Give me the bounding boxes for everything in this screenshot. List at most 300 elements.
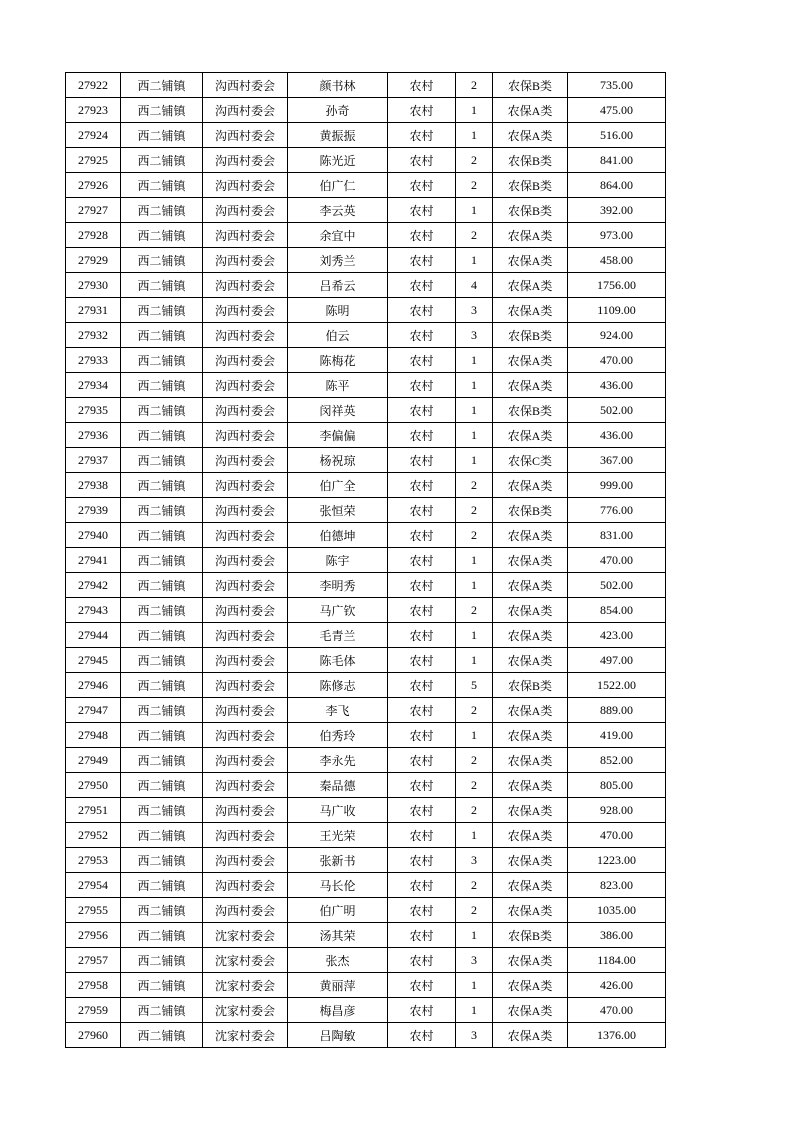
cell-town: 西二铺镇	[121, 948, 203, 973]
cell-village: 沟西村委会	[203, 673, 288, 698]
cell-name: 杨祝琼	[288, 448, 388, 473]
cell-town: 西二铺镇	[121, 473, 203, 498]
cell-id: 27936	[66, 423, 121, 448]
cell-id: 27960	[66, 1023, 121, 1048]
cell-name: 李永先	[288, 748, 388, 773]
cell-amount: 735.00	[568, 73, 666, 98]
cell-id: 27928	[66, 223, 121, 248]
cell-id: 27948	[66, 723, 121, 748]
cell-town: 西二铺镇	[121, 373, 203, 398]
cell-name: 颜书林	[288, 73, 388, 98]
cell-count: 2	[456, 873, 493, 898]
table-row	[66, 623, 666, 648]
cell-count: 1	[456, 348, 493, 373]
cell-town: 西二铺镇	[121, 798, 203, 823]
records-table	[65, 72, 666, 1048]
table-row	[66, 998, 666, 1023]
cell-amount: 436.00	[568, 423, 666, 448]
cell-id: 27932	[66, 323, 121, 348]
cell-id: 27954	[66, 873, 121, 898]
cell-type: 农村	[388, 98, 456, 123]
cell-category: 农保B类	[493, 323, 568, 348]
cell-id: 27939	[66, 498, 121, 523]
cell-name: 马长伦	[288, 873, 388, 898]
cell-village: 沟西村委会	[203, 498, 288, 523]
cell-type: 农村	[388, 673, 456, 698]
cell-category: 农保A类	[493, 548, 568, 573]
cell-id: 27929	[66, 248, 121, 273]
cell-village: 沟西村委会	[203, 198, 288, 223]
cell-town: 西二铺镇	[121, 673, 203, 698]
cell-amount: 470.00	[568, 998, 666, 1023]
cell-village: 沟西村委会	[203, 548, 288, 573]
table-row	[66, 198, 666, 223]
cell-category: 农保A类	[493, 973, 568, 998]
cell-town: 西二铺镇	[121, 173, 203, 198]
table-row	[66, 698, 666, 723]
table-row	[66, 398, 666, 423]
cell-town: 西二铺镇	[121, 223, 203, 248]
cell-type: 农村	[388, 173, 456, 198]
cell-category: 农保A类	[493, 348, 568, 373]
cell-amount: 423.00	[568, 623, 666, 648]
cell-type: 农村	[388, 598, 456, 623]
cell-id: 27952	[66, 823, 121, 848]
table-row	[66, 423, 666, 448]
cell-count: 1	[456, 398, 493, 423]
cell-id: 27933	[66, 348, 121, 373]
cell-town: 西二铺镇	[121, 198, 203, 223]
cell-count: 1	[456, 823, 493, 848]
cell-amount: 805.00	[568, 773, 666, 798]
cell-count: 2	[456, 798, 493, 823]
cell-name: 黄振振	[288, 123, 388, 148]
cell-town: 西二铺镇	[121, 898, 203, 923]
cell-count: 3	[456, 848, 493, 873]
cell-town: 西二铺镇	[121, 423, 203, 448]
cell-count: 2	[456, 148, 493, 173]
cell-id: 27953	[66, 848, 121, 873]
cell-village: 沟西村委会	[203, 173, 288, 198]
cell-count: 2	[456, 73, 493, 98]
cell-type: 农村	[388, 473, 456, 498]
cell-name: 刘秀兰	[288, 248, 388, 273]
cell-amount: 367.00	[568, 448, 666, 473]
cell-town: 西二铺镇	[121, 1023, 203, 1048]
cell-name: 陈平	[288, 373, 388, 398]
cell-amount: 470.00	[568, 348, 666, 373]
table-row	[66, 323, 666, 348]
cell-village: 沟西村委会	[203, 348, 288, 373]
cell-category: 农保B类	[493, 673, 568, 698]
cell-id: 27937	[66, 448, 121, 473]
cell-name: 余宜中	[288, 223, 388, 248]
cell-type: 农村	[388, 273, 456, 298]
cell-village: 沈家村委会	[203, 948, 288, 973]
cell-amount: 392.00	[568, 198, 666, 223]
cell-category: 农保A类	[493, 423, 568, 448]
cell-town: 西二铺镇	[121, 773, 203, 798]
cell-village: 沈家村委会	[203, 923, 288, 948]
cell-count: 3	[456, 948, 493, 973]
cell-town: 西二铺镇	[121, 148, 203, 173]
cell-name: 伯云	[288, 323, 388, 348]
cell-village: 沟西村委会	[203, 473, 288, 498]
cell-id: 27947	[66, 698, 121, 723]
cell-name: 伯秀玲	[288, 723, 388, 748]
cell-village: 沟西村委会	[203, 148, 288, 173]
cell-village: 沟西村委会	[203, 598, 288, 623]
cell-town: 西二铺镇	[121, 448, 203, 473]
cell-town: 西二铺镇	[121, 273, 203, 298]
cell-type: 农村	[388, 973, 456, 998]
cell-village: 沟西村委会	[203, 848, 288, 873]
cell-name: 陈修志	[288, 673, 388, 698]
cell-id: 27922	[66, 73, 121, 98]
table-row	[66, 448, 666, 473]
cell-village: 沈家村委会	[203, 973, 288, 998]
cell-name: 陈光近	[288, 148, 388, 173]
table-row	[66, 73, 666, 98]
cell-type: 农村	[388, 248, 456, 273]
cell-category: 农保A类	[493, 598, 568, 623]
cell-name: 李飞	[288, 698, 388, 723]
cell-count: 1	[456, 448, 493, 473]
cell-village: 沟西村委会	[203, 648, 288, 673]
table-row	[66, 123, 666, 148]
cell-amount: 436.00	[568, 373, 666, 398]
cell-name: 吕希云	[288, 273, 388, 298]
cell-amount: 426.00	[568, 973, 666, 998]
cell-town: 西二铺镇	[121, 98, 203, 123]
cell-town: 西二铺镇	[121, 73, 203, 98]
cell-id: 27938	[66, 473, 121, 498]
cell-name: 毛青兰	[288, 623, 388, 648]
cell-amount: 502.00	[568, 573, 666, 598]
cell-count: 2	[456, 773, 493, 798]
cell-amount: 386.00	[568, 923, 666, 948]
cell-category: 农保A类	[493, 123, 568, 148]
cell-town: 西二铺镇	[121, 748, 203, 773]
cell-id: 27934	[66, 373, 121, 398]
table-row	[66, 723, 666, 748]
cell-amount: 497.00	[568, 648, 666, 673]
cell-count: 1	[456, 923, 493, 948]
cell-town: 西二铺镇	[121, 823, 203, 848]
table-row	[66, 823, 666, 848]
cell-village: 沟西村委会	[203, 73, 288, 98]
cell-town: 西二铺镇	[121, 323, 203, 348]
cell-name: 李偏偏	[288, 423, 388, 448]
table-row	[66, 373, 666, 398]
cell-count: 2	[456, 523, 493, 548]
cell-count: 3	[456, 1023, 493, 1048]
cell-category: 农保A类	[493, 723, 568, 748]
cell-village: 沟西村委会	[203, 423, 288, 448]
cell-type: 农村	[388, 873, 456, 898]
cell-id: 27946	[66, 673, 121, 698]
cell-count: 2	[456, 473, 493, 498]
cell-type: 农村	[388, 123, 456, 148]
cell-name: 闵祥英	[288, 398, 388, 423]
cell-category: 农保B类	[493, 498, 568, 523]
cell-town: 西二铺镇	[121, 648, 203, 673]
cell-id: 27949	[66, 748, 121, 773]
cell-category: 农保A类	[493, 848, 568, 873]
cell-type: 农村	[388, 648, 456, 673]
cell-id: 27951	[66, 798, 121, 823]
cell-town: 西二铺镇	[121, 248, 203, 273]
cell-id: 27957	[66, 948, 121, 973]
cell-type: 农村	[388, 823, 456, 848]
cell-count: 1	[456, 423, 493, 448]
table-row	[66, 573, 666, 598]
cell-village: 沟西村委会	[203, 723, 288, 748]
cell-name: 梅昌彦	[288, 998, 388, 1023]
table-row	[66, 673, 666, 698]
cell-category: 农保B类	[493, 398, 568, 423]
cell-type: 农村	[388, 73, 456, 98]
cell-amount: 889.00	[568, 698, 666, 723]
cell-type: 农村	[388, 698, 456, 723]
cell-type: 农村	[388, 898, 456, 923]
cell-amount: 973.00	[568, 223, 666, 248]
cell-name: 黄丽萍	[288, 973, 388, 998]
cell-amount: 1376.00	[568, 1023, 666, 1048]
cell-village: 沟西村委会	[203, 398, 288, 423]
cell-name: 伯德坤	[288, 523, 388, 548]
cell-count: 1	[456, 623, 493, 648]
cell-amount: 831.00	[568, 523, 666, 548]
cell-amount: 1109.00	[568, 298, 666, 323]
cell-village: 沟西村委会	[203, 323, 288, 348]
cell-town: 西二铺镇	[121, 573, 203, 598]
cell-name: 伯广明	[288, 898, 388, 923]
cell-village: 沟西村委会	[203, 873, 288, 898]
cell-amount: 776.00	[568, 498, 666, 523]
cell-count: 1	[456, 373, 493, 398]
cell-type: 农村	[388, 623, 456, 648]
cell-name: 汤其荣	[288, 923, 388, 948]
cell-id: 27923	[66, 98, 121, 123]
table-row	[66, 98, 666, 123]
cell-count: 1	[456, 648, 493, 673]
cell-category: 农保A类	[493, 698, 568, 723]
cell-town: 西二铺镇	[121, 123, 203, 148]
cell-amount: 864.00	[568, 173, 666, 198]
cell-name: 吕陶敏	[288, 1023, 388, 1048]
cell-amount: 999.00	[568, 473, 666, 498]
cell-amount: 1522.00	[568, 673, 666, 698]
cell-category: 农保A类	[493, 623, 568, 648]
table-row	[66, 498, 666, 523]
cell-type: 农村	[388, 948, 456, 973]
table-row	[66, 473, 666, 498]
cell-id: 27940	[66, 523, 121, 548]
cell-amount: 458.00	[568, 248, 666, 273]
cell-amount: 852.00	[568, 748, 666, 773]
cell-count: 1	[456, 548, 493, 573]
cell-category: 农保C类	[493, 448, 568, 473]
table-row	[66, 923, 666, 948]
cell-village: 沟西村委会	[203, 448, 288, 473]
cell-category: 农保A类	[493, 473, 568, 498]
table-row	[66, 973, 666, 998]
cell-name: 王光荣	[288, 823, 388, 848]
cell-amount: 502.00	[568, 398, 666, 423]
cell-town: 西二铺镇	[121, 698, 203, 723]
cell-type: 农村	[388, 748, 456, 773]
cell-town: 西二铺镇	[121, 598, 203, 623]
cell-category: 农保B类	[493, 198, 568, 223]
cell-id: 27925	[66, 148, 121, 173]
cell-id: 27958	[66, 973, 121, 998]
cell-category: 农保A类	[493, 273, 568, 298]
cell-type: 农村	[388, 448, 456, 473]
table-row	[66, 598, 666, 623]
cell-count: 1	[456, 98, 493, 123]
cell-type: 农村	[388, 998, 456, 1023]
cell-village: 沟西村委会	[203, 123, 288, 148]
cell-amount: 470.00	[568, 823, 666, 848]
table-row	[66, 1023, 666, 1048]
cell-name: 陈毛体	[288, 648, 388, 673]
cell-category: 农保A类	[493, 748, 568, 773]
cell-amount: 841.00	[568, 148, 666, 173]
cell-type: 农村	[388, 323, 456, 348]
cell-amount: 475.00	[568, 98, 666, 123]
cell-name: 陈梅花	[288, 348, 388, 373]
cell-category: 农保A类	[493, 948, 568, 973]
table-row	[66, 648, 666, 673]
cell-category: 农保B类	[493, 923, 568, 948]
cell-town: 西二铺镇	[121, 923, 203, 948]
cell-type: 农村	[388, 223, 456, 248]
cell-village: 沟西村委会	[203, 98, 288, 123]
cell-count: 1	[456, 973, 493, 998]
cell-amount: 470.00	[568, 548, 666, 573]
cell-amount: 1035.00	[568, 898, 666, 923]
cell-category: 农保B类	[493, 173, 568, 198]
cell-category: 农保B类	[493, 73, 568, 98]
cell-count: 1	[456, 248, 493, 273]
cell-name: 马广钦	[288, 598, 388, 623]
cell-village: 沟西村委会	[203, 698, 288, 723]
cell-type: 农村	[388, 523, 456, 548]
cell-town: 西二铺镇	[121, 498, 203, 523]
cell-count: 1	[456, 723, 493, 748]
cell-village: 沟西村委会	[203, 773, 288, 798]
cell-town: 西二铺镇	[121, 998, 203, 1023]
cell-amount: 854.00	[568, 598, 666, 623]
cell-category: 农保A类	[493, 523, 568, 548]
cell-town: 西二铺镇	[121, 298, 203, 323]
cell-type: 农村	[388, 298, 456, 323]
cell-type: 农村	[388, 573, 456, 598]
cell-name: 李云英	[288, 198, 388, 223]
cell-category: 农保A类	[493, 223, 568, 248]
records-table-body	[66, 73, 666, 1048]
cell-category: 农保A类	[493, 1023, 568, 1048]
cell-amount: 928.00	[568, 798, 666, 823]
cell-count: 2	[456, 498, 493, 523]
table-row	[66, 773, 666, 798]
cell-type: 农村	[388, 148, 456, 173]
cell-type: 农村	[388, 423, 456, 448]
cell-village: 沟西村委会	[203, 823, 288, 848]
cell-amount: 924.00	[568, 323, 666, 348]
cell-count: 1	[456, 573, 493, 598]
cell-id: 27945	[66, 648, 121, 673]
cell-count: 3	[456, 298, 493, 323]
cell-id: 27930	[66, 273, 121, 298]
cell-village: 沟西村委会	[203, 898, 288, 923]
cell-name: 李明秀	[288, 573, 388, 598]
table-row	[66, 948, 666, 973]
table-row	[66, 798, 666, 823]
cell-type: 农村	[388, 773, 456, 798]
cell-town: 西二铺镇	[121, 623, 203, 648]
cell-village: 沟西村委会	[203, 373, 288, 398]
cell-count: 2	[456, 698, 493, 723]
table-row	[66, 248, 666, 273]
cell-count: 2	[456, 223, 493, 248]
cell-id: 27959	[66, 998, 121, 1023]
cell-category: 农保A类	[493, 773, 568, 798]
cell-amount: 1223.00	[568, 848, 666, 873]
cell-category: 农保A类	[493, 898, 568, 923]
cell-type: 农村	[388, 798, 456, 823]
cell-id: 27944	[66, 623, 121, 648]
cell-town: 西二铺镇	[121, 848, 203, 873]
cell-type: 农村	[388, 398, 456, 423]
cell-town: 西二铺镇	[121, 973, 203, 998]
cell-type: 农村	[388, 848, 456, 873]
cell-type: 农村	[388, 923, 456, 948]
table-row	[66, 148, 666, 173]
cell-town: 西二铺镇	[121, 548, 203, 573]
cell-village: 沟西村委会	[203, 523, 288, 548]
cell-category: 农保A类	[493, 373, 568, 398]
cell-name: 张新书	[288, 848, 388, 873]
table-row	[66, 273, 666, 298]
cell-id: 27943	[66, 598, 121, 623]
cell-town: 西二铺镇	[121, 723, 203, 748]
cell-village: 沟西村委会	[203, 248, 288, 273]
cell-amount: 1756.00	[568, 273, 666, 298]
cell-amount: 516.00	[568, 123, 666, 148]
cell-count: 2	[456, 748, 493, 773]
cell-village: 沟西村委会	[203, 298, 288, 323]
cell-name: 伯广仁	[288, 173, 388, 198]
cell-category: 农保A类	[493, 573, 568, 598]
table-row	[66, 848, 666, 873]
cell-id: 27931	[66, 298, 121, 323]
cell-category: 农保B类	[493, 148, 568, 173]
cell-count: 1	[456, 198, 493, 223]
cell-name: 秦品德	[288, 773, 388, 798]
table-row	[66, 223, 666, 248]
table-row	[66, 898, 666, 923]
cell-type: 农村	[388, 198, 456, 223]
cell-village: 沟西村委会	[203, 748, 288, 773]
cell-id: 27942	[66, 573, 121, 598]
cell-count: 2	[456, 598, 493, 623]
cell-category: 农保A类	[493, 873, 568, 898]
cell-category: 农保A类	[493, 998, 568, 1023]
cell-category: 农保A类	[493, 298, 568, 323]
cell-id: 27956	[66, 923, 121, 948]
